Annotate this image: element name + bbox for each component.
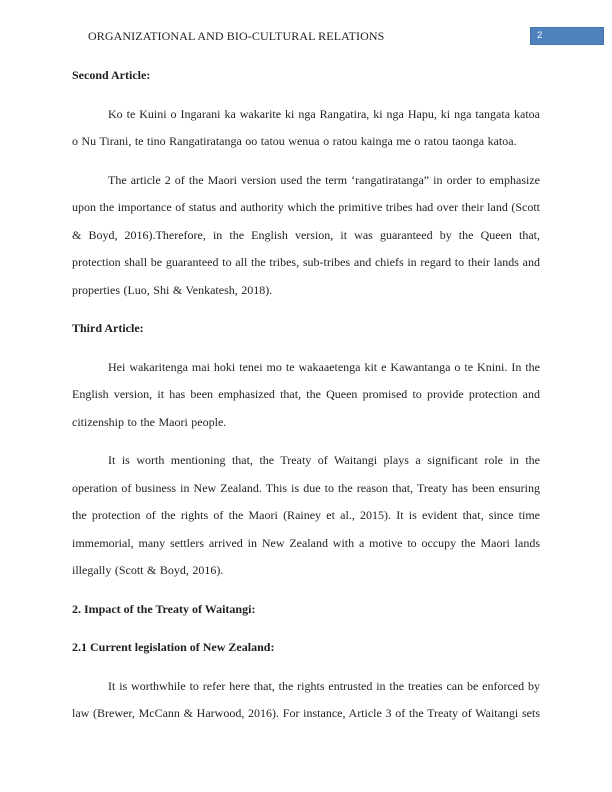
paragraph-maori-third-article: Hei wakaritenga mai hoki tenei mo te wakaaetenga kit e Kawantanga o te Knini. In the English version, it has been emphasized that, the Queen promised to provide protection and citizenship to the Maori people. — [72, 359, 540, 429]
page-number: 2 — [537, 30, 543, 41]
paragraph-maori-second-article: Ko te Kuini o Ingarani ka wakarite ki nga Rangatira, ki nga Hapu, ki nga tangata katoa o Nu Tirani, te tino Rangatiratanga oo tatou wenua o ratou kainga me o ratou taonga katoa. — [72, 106, 540, 148]
running-head: ORGANIZATIONAL AND BIO-CULTURAL RELATIONS — [88, 29, 385, 43]
section-heading-third-article: Third Article: — [72, 321, 144, 335]
section-heading-second-article: Second Article: — [72, 68, 151, 82]
paragraph-treaty-significance: It is worth mentioning that, the Treaty of Waitangi plays a significant role in the operation of business in New Zealand. This is due to the reason that, Treaty has been ensuring the protection of the rights of the Maori (Rainey et al., 2015). It is evident that, since time immemorial, many settlers arrived in New Zealand with a motive to occupy the Maori lands illegally (Scott & Boyd, 2016). — [72, 453, 540, 577]
page-number-bar — [530, 27, 604, 45]
section-heading-current-legislation: 2.1 Current legislation of New Zealand: — [72, 640, 275, 654]
section-heading-impact: 2. Impact of the Treaty of Waitangi: — [72, 601, 256, 616]
paragraph-second-article-analysis: The article 2 of the Maori version used the term ‘rangatiratanga” in order to emphasize upon the importance of status and authority which the primitive tribes had over their land (Scott & Boyd, 2016).Therefore, in the English version, it was guaranteed by the Queen that, protection shall be guaranteed to all the tribes, sub-tribes and chiefs in regard to their lands and properties (Luo, Shi & Venkatesh, 2018). — [72, 172, 540, 297]
paragraph-legislation-intro: It is worthwhile to refer here that, the rights entrusted in the treaties can be enforced by law (Brewer, McCann & Harwood, 2016). For instance, Article 3 of the Treaty of Waitangi sets — [72, 678, 540, 720]
document-body — [72, 62, 540, 739]
